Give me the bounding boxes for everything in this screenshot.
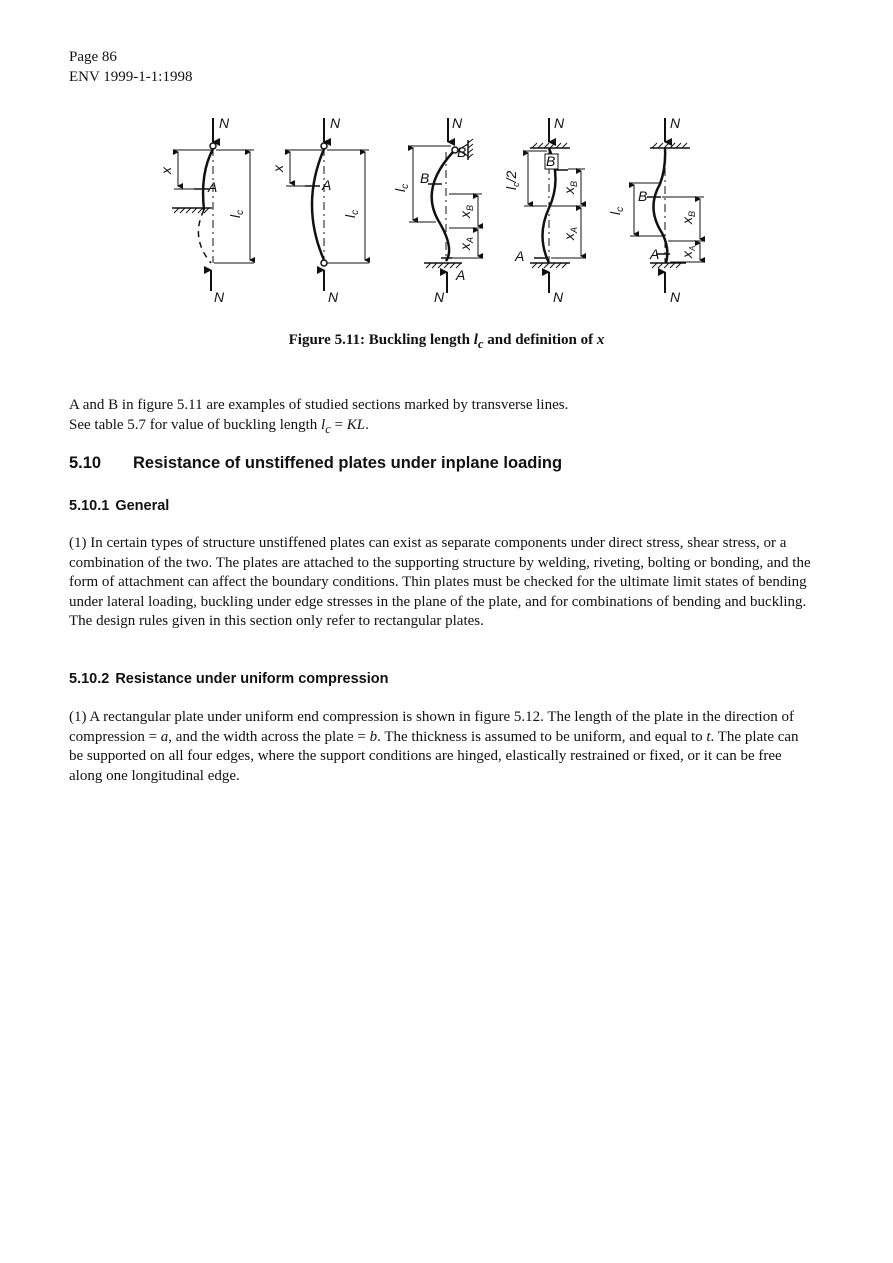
column-5	[607, 115, 704, 305]
label-n-top: N	[219, 115, 230, 131]
figure-caption	[0, 332, 893, 352]
label-b: B	[638, 188, 648, 204]
section-number: 5.10	[69, 454, 102, 472]
section-heading	[69, 454, 562, 473]
label-xb: $x_B$	[561, 180, 579, 194]
label-a: A	[322, 177, 332, 193]
label-xa: $x_A$	[457, 236, 475, 250]
label-lc: $l_c$	[607, 206, 626, 215]
column-3	[392, 115, 482, 305]
label-lc: $l_c$	[342, 209, 361, 218]
intro-paragraph	[69, 396, 813, 439]
label-xb: $x_B$	[679, 210, 697, 224]
label-b: B	[457, 144, 467, 160]
caption-var: x	[596, 332, 605, 348]
label-lc: $l_c$	[227, 209, 246, 218]
subsection-title: Resistance under uniform compression	[115, 671, 389, 687]
page-header	[69, 47, 192, 87]
label-a: A	[208, 179, 218, 195]
column-1	[158, 115, 254, 305]
label-a: A	[515, 248, 525, 264]
section-title: Resistance of unstiffened plates under inplane loading	[133, 454, 563, 472]
label-n-top: N	[330, 115, 341, 131]
column-4	[503, 115, 585, 305]
caption-middle: and definition of	[483, 332, 597, 348]
intro-line-1: A and B in figure 5.11 are examples of studied sections marked by transverse lines.	[69, 397, 569, 413]
label-b-section: B	[420, 170, 430, 186]
subsection-title: General	[115, 498, 170, 514]
label-n-top: N	[452, 115, 463, 131]
buckled-column	[312, 149, 324, 260]
label-n-bottom: N	[670, 289, 681, 305]
general-paragraph: (1) In certain types of structure unstiffened plates can exist as separate components under direct stress, shear stress, or a combination of the two. The plates are attached to the supporting structure by welding, riveting, bolting or bonding, and the form of attachment can affect the boundary conditions. Thin plates must be checked for the ultimate limit states of bending under lateral loading, buckling under edge stresses in the plane of the plate, and for combinations of bending and buckling. The design rules given in this section only refer to rectangular plates.	[69, 535, 811, 629]
standard-reference: ENV 1999-1-1:1998	[69, 69, 193, 85]
caption-symbol: l	[473, 332, 478, 348]
hinge-bottom	[321, 260, 327, 266]
label-x: x	[158, 167, 174, 174]
page-number: Page 86	[69, 49, 117, 65]
label-a: A	[650, 246, 660, 262]
caption-prefix: Figure 5.11: Buckling length	[288, 332, 474, 348]
label-lc: $l_c$	[392, 183, 411, 192]
label-xa: $x_A$	[561, 226, 579, 240]
label-n-top: N	[554, 115, 565, 131]
label-a: A	[456, 267, 466, 283]
intro-line-2: See table 5.7 for value of buckling length $l_c$ = KL.	[69, 416, 369, 436]
subsection-number: 5.10.2	[69, 671, 110, 687]
label-n-bottom: N	[553, 289, 564, 305]
label-n-top: N	[670, 115, 681, 131]
buckling-length-figure	[150, 108, 730, 308]
caption-symbol-sub: c	[477, 337, 484, 351]
buckled-column	[432, 152, 453, 261]
label-x: x	[270, 165, 286, 172]
label-n-bottom: N	[214, 289, 225, 305]
label-n-bottom: N	[434, 289, 445, 305]
label-xb: $x_B$	[457, 204, 475, 218]
column-2	[270, 115, 369, 305]
label-xa: $x_A$	[679, 245, 697, 258]
label-n-bottom: N	[328, 289, 339, 305]
buckling-diagram	[150, 108, 730, 308]
label-b: B	[546, 153, 556, 169]
subsection-heading-uniform	[69, 671, 388, 687]
label-lc-half: $l_c/2$	[503, 170, 521, 190]
uniform-compression-paragraph: (1) A rectangular plate under uniform end compression is shown in figure 5.12. The length of the plate in the direction of compression = a, and the width across the plate = b. The thickness is assumed to be uniform, and equal to t. The plate can be supported on all four edges, where the support conditions are hinged, elastically restrained or fixed, or it can be free along one longitudinal edge.	[69, 709, 799, 784]
subsection-number: 5.10.1	[69, 498, 110, 514]
buckled-column-dashed	[198, 210, 211, 263]
subsection-heading-general	[69, 498, 169, 514]
